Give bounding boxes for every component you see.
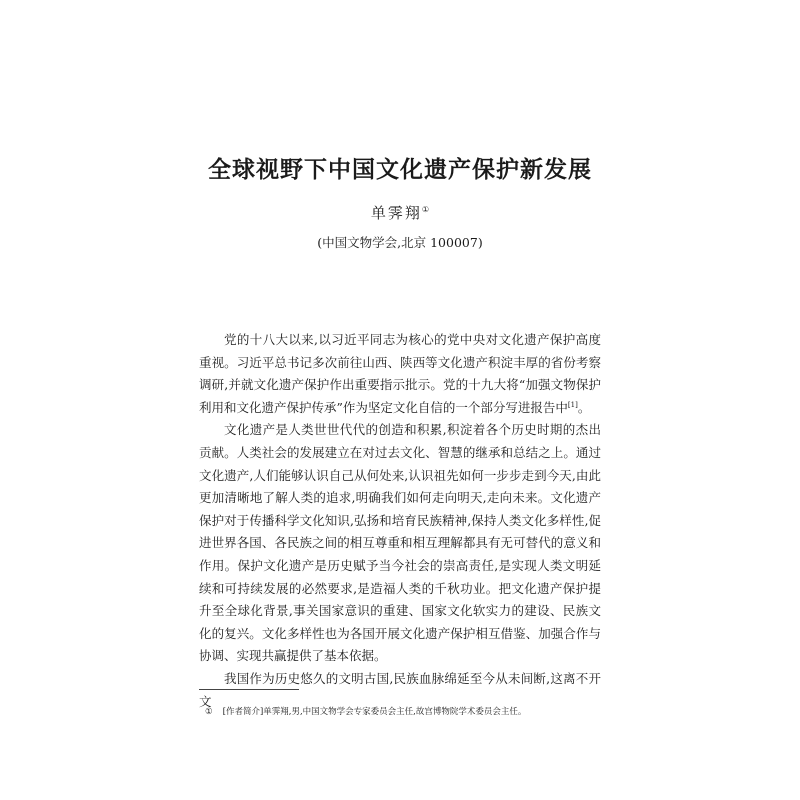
citation-reference[interactable]: [1] [567,400,578,409]
footnote-text: [作者简介]单霁翔,男,中国文物学会专家委员会主任,故宫博物院学术委员会主任。 [222,707,527,717]
author-affiliation: (中国文物学会,北京 100007) [317,235,483,250]
article-body [199,329,601,713]
body-paragraph: 我国作为历史悠久的文明古国,民族血脉绵延至今从未间断,这离不开文 [199,670,601,709]
footnote-divider [199,689,299,690]
author-footnote-marker[interactable]: ① [421,205,430,214]
author-name: 单霁翔 [370,204,422,222]
body-paragraph [199,329,601,419]
footnote [205,706,605,718]
article-title: 全球视野下中国文化遗产保护新发展 [208,157,592,183]
author-line [0,200,800,223]
paragraph-text: 。 [577,399,591,415]
paragraph-text: 党的十八大以来,以习近平同志为核心的党中央对文化遗产保护高度重视。习近平总书记多次前往山西、陕西等文化遗产积淀丰厚的省份考察调研,并就文化遗产保护作出重要指示批示。党的十九大将“加强文物保护利用和文化遗产保护传承”作为坚定文化自信的一个部分写进报告中 [199,332,601,415]
body-paragraph: 文化遗产是人类世世代代的创造和积累,积淀着各个历史时期的杰出贡献。人类社会的发展建立在对过去文化、智慧的继承和总结之上。通过文化遗产,人们能够认识自己从何处来,认识祖先如何一步步走到今天,由此更加清晰地了解人类的追求,明确我们如何走向明天,走向未来。文化遗产保护对于传播科学文化知识,弘扬和培育民族精神,保持人类文化多样性,促进世界各国、各民族之间的相互尊重和相互理解都具有无可替代的意义和作用。保护文化遗产是历史赋予当今社会的崇高责任,是实现人类文明延续和可持续发展的必然要求,是造福人类的千秋功业。把文化遗产保护提升至全球化背景,事关国家意识的重建、国家文化软实力的建设、民族文化的复兴。文化多样性也为各国开展文化遗产保护相互借鉴、加强合作与协调、实现共赢提供了基本依据。 [199,422,601,664]
footnote-marker: ① [205,707,213,717]
